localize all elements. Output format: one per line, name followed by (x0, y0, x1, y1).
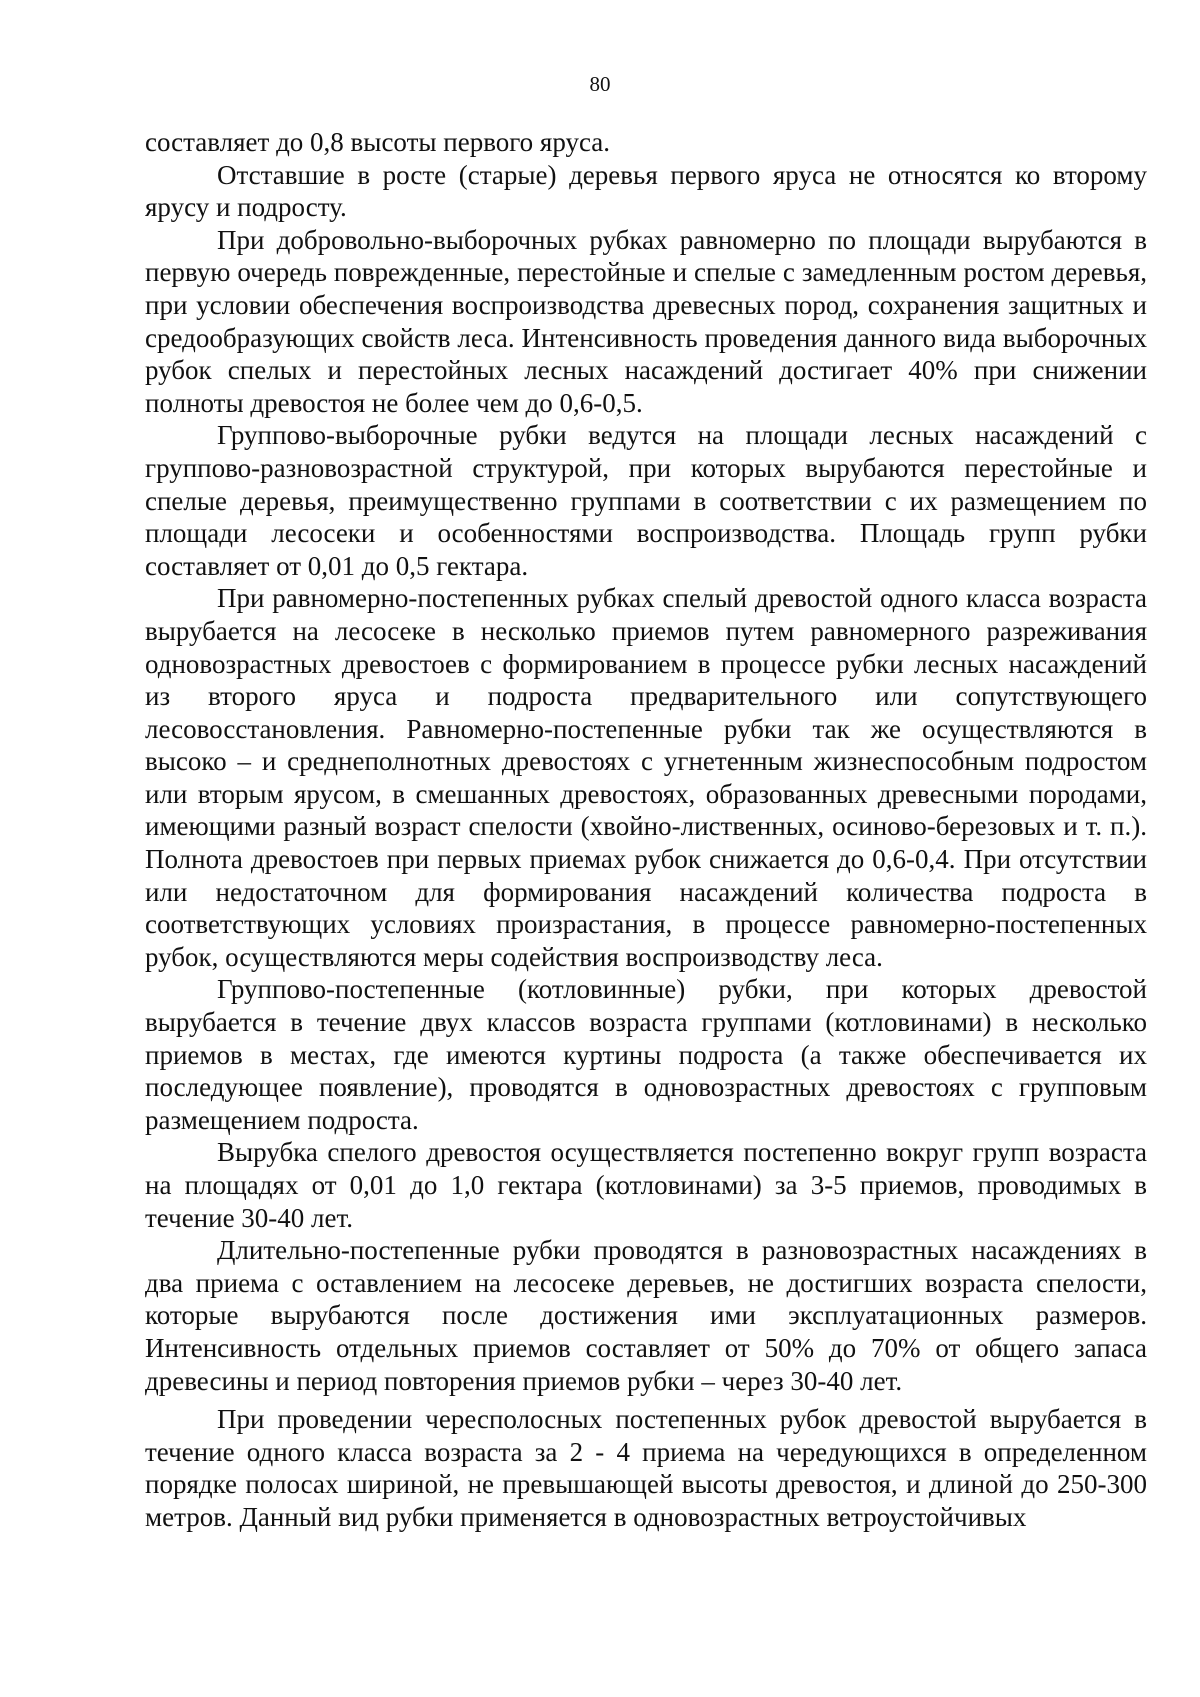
paragraph-group-gradual-cutting: Группово-постепенные (котловинные) рубки, при которых древостой вырубается в течение двух классов возраста группами (котловинами) в несколько приемов в местах, где имеются куртины подроста (а также обеспечивается их последующее появление), проводятся в одновозрастных древостоях с групповым размещением подроста. (145, 974, 1147, 1135)
paragraph-uniform-gradual-cutting: При равномерно-постепенных рубках спелый древостой одного класса возраста вырубается на лесосеке в несколько приемов путем равномерного разреживания одновозрастных древостоев с формированием в процессе рубки лесных насаждений из второго яруса и подроста предварительного или сопутствующего лесовосстановления. Равномерно-постепенные рубки так же осуществляются в высоко – и среднеполнотных древостоях с угнетенным жизнеспособным подростом или вторым ярусом, в смешанных древостоях, образованных древесными породами, имеющими разный возраст спелости (хвойно-лиственных, осиново-березовых и т. п.). Полнота древостоев при первых приемах рубок снижается до 0,6-0,4. При отсутствии или недостаточном для формирования насаждений количества подроста в соответствующих условиях произрастания, в процессе равномерно-постепенных рубок, осуществляются меры содействия воспроизводству леса. (145, 583, 1147, 972)
document-body (145, 126, 1147, 1534)
paragraph-group-selective-cutting: Группово-выборочные рубки ведутся на площади лесных насаждений с группово-разновозрастной структурой, при которых вырубаются перестойные и спелые деревья, преимущественно группами в соответствии с их размещением по площади лесосеки и особенностями воспроизводства. Площадь групп рубки составляет от 0,01 до 0,5 гектара. (145, 420, 1147, 581)
paragraph-voluntary-selective-cutting: При добровольно-выборочных рубках равномерно по площади вырубаются в первую очередь поврежденные, перестойные и спелые с замедленным ростом деревья, при условии обеспечения воспроизводства древесных пород, сохранения защитных и средообразующих свойств леса. Интенсивность проведения данного вида выборочных рубок спелых и перестойных лесных насаждений достигает 40% при снижении полноты древостоя не более чем до 0,6-0,5. (145, 224, 1147, 418)
page-number: 80 (589, 72, 611, 96)
paragraph-long-gradual-cutting: Длительно-постепенные рубки проводятся в разновозрастных насаждениях в два приема с оставлением на лесосеке деревьев, не достигших возраста спелости, которые вырубаются после достижения ими эксплуатационных размеров. Интенсивность отдельных приемов составляет от 50% до 70% от общего запаса древесины и период повторения приемов рубки – через 30-40 лет. (145, 1235, 1147, 1396)
paragraph-felling-mature-stand: Вырубка спелого древостоя осуществляется постепенно вокруг групп возраста на площадях от 0,01 до 1,0 гектара (котловинами) за 3-5 приемов, проводимых в течение 30-40 лет. (145, 1137, 1147, 1233)
paragraph-strip-gradual-cutting: При проведении чересполосных постепенных рубок древостой вырубается в течение одного класса возраста за 2 - 4 приема на чередующихся в определенном порядке полосах шириной, не превышающей высоты древостоя, и длиной до 250-300 метров. Данный вид рубки применяется в одновозрастных ветроустойчивых (145, 1404, 1147, 1532)
paragraph-continuation: составляет до 0,8 высоты первого яруса. (145, 127, 611, 157)
paragraph-lagging-trees: Отставшие в росте (старые) деревья первого яруса не относятся ко второму ярусу и подросту. (145, 159, 1147, 223)
